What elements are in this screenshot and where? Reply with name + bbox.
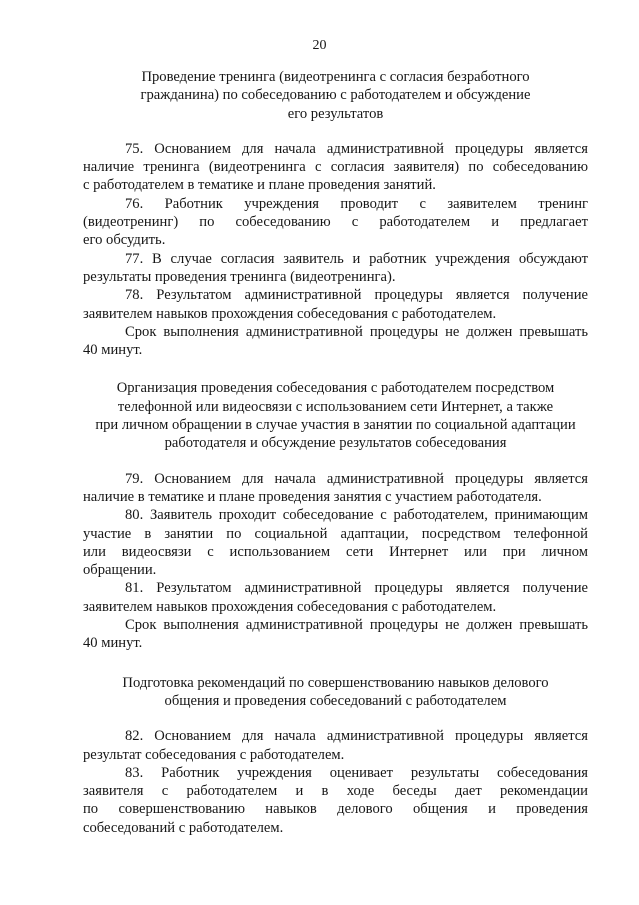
text-line: результаты проведения тренинга (видеотренинга). bbox=[83, 268, 396, 285]
text-line: 83. Работник учреждения оценивает результаты собеседования bbox=[125, 764, 588, 781]
section-heading bbox=[83, 68, 588, 123]
section-training bbox=[83, 68, 588, 359]
text-line: участие в занятии по социальной адаптации, посредством телефонной bbox=[83, 525, 588, 542]
text-line: 81. Результатом административной процедуры является получение bbox=[125, 580, 588, 597]
text-line: 82. Основанием для начала административной процедуры является bbox=[125, 728, 588, 745]
heading-line: телефонной или видеосвязи с использованием сети Интернет, а также bbox=[117, 398, 554, 415]
paragraph-deadline bbox=[83, 616, 588, 653]
section-body bbox=[83, 727, 588, 837]
text-line: собеседований с работодателем. bbox=[83, 819, 284, 836]
paragraph-75 bbox=[83, 140, 588, 195]
text-line: обращении. bbox=[83, 562, 157, 579]
paragraph-83 bbox=[83, 764, 588, 837]
text-line: результат собеседования с работодателем. bbox=[83, 746, 345, 763]
section-heading bbox=[83, 674, 588, 711]
text-line: Срок выполнения административной процедуры не должен превышать bbox=[125, 323, 588, 340]
text-line: 75. Основанием для начала административной процедуры является bbox=[125, 140, 588, 157]
paragraph-81 bbox=[83, 579, 588, 616]
heading-line: Подготовка рекомендаций по совершенствованию навыков делового bbox=[122, 674, 549, 691]
heading-line: общения и проведения собеседований с работодателем bbox=[164, 692, 507, 709]
paragraph-77 bbox=[83, 250, 588, 287]
section-heading bbox=[83, 379, 588, 452]
text-line: наличие в тематике и плане проведения занятия с участием работодателя. bbox=[83, 488, 542, 505]
text-line: по совершенствованию навыков делового общения и проведения bbox=[83, 801, 588, 818]
paragraph-78 bbox=[83, 286, 588, 323]
paragraph-79 bbox=[83, 470, 588, 507]
text-line: 80. Заявитель проходит собеседование с работодателем, принимающим bbox=[125, 507, 588, 524]
section-body bbox=[83, 140, 588, 360]
heading-line: Проведение тренинга (видеотренинга с согласия безработного bbox=[141, 69, 530, 85]
text-line: 40 минут. bbox=[83, 342, 143, 359]
text-line: заявителя с работодателем и в ходе беседы дает рекомендации bbox=[83, 783, 588, 800]
page-number: 20 bbox=[312, 38, 327, 53]
text-line: с работодателем в тематике и плане проведения занятий. bbox=[83, 177, 436, 194]
section-interview-organization bbox=[83, 379, 588, 652]
document-content bbox=[83, 68, 588, 837]
paragraph-82 bbox=[83, 727, 588, 764]
text-line: 40 минут. bbox=[83, 635, 143, 652]
text-line: 78. Результатом административной процедуры является получение bbox=[125, 287, 588, 304]
section-body bbox=[83, 470, 588, 653]
heading-line: при личном обращении в случае участия в занятии по социальной адаптации bbox=[95, 417, 576, 434]
heading-line: его результатов bbox=[287, 105, 384, 122]
text-line: Срок выполнения административной процедуры не должен превышать bbox=[125, 617, 588, 634]
text-line: заявителем навыков прохождения собеседования с работодателем. bbox=[83, 305, 497, 322]
paragraph-80 bbox=[83, 506, 588, 579]
section-recommendations bbox=[83, 674, 588, 837]
text-line: наличие тренинга (видеотренинга с согласия заявителя) по собеседованию bbox=[83, 159, 588, 176]
heading-line: гражданина) по собеседованию с работодателем и обсуждение bbox=[140, 87, 531, 104]
text-line: заявителем навыков прохождения собеседования с работодателем. bbox=[83, 598, 497, 615]
paragraph-76 bbox=[83, 195, 588, 250]
text-line: 79. Основанием для начала административной процедуры является bbox=[125, 470, 588, 487]
heading-line: Организация проведения собеседования с работодателем посредством bbox=[116, 380, 555, 397]
text-line: 76. Работник учреждения проводит с заявителем тренинг bbox=[125, 195, 588, 212]
heading-line: работодателя и обсуждение результатов собеседования bbox=[164, 435, 507, 452]
text-line: или видеосвязи с использованием сети Интернет или при личном bbox=[83, 543, 588, 560]
text-line: 77. В случае согласия заявитель и работник учреждения обсуждают bbox=[125, 250, 588, 267]
text-line: его обсудить. bbox=[83, 232, 166, 249]
paragraph-deadline bbox=[83, 323, 588, 360]
text-line: (видеотренинг) по собеседованию с работодателем и предлагает bbox=[83, 214, 588, 231]
